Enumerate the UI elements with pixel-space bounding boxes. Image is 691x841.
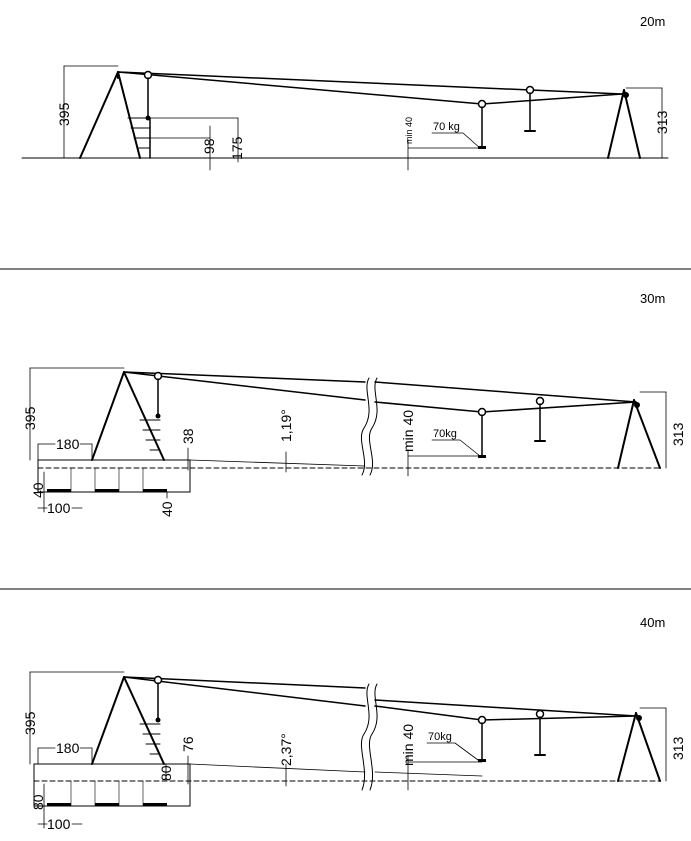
sag-cable [118, 72, 622, 104]
svg-text:70kg: 70kg [433, 428, 457, 440]
svg-text:180: 180 [56, 740, 80, 756]
svg-text:395: 395 [22, 711, 38, 735]
end-tower [608, 90, 640, 158]
panel-40m [22, 615, 686, 832]
load-label [432, 428, 480, 456]
dim-min-clearance [400, 410, 482, 476]
svg-text:min 40: min 40 [400, 723, 416, 766]
trolley-loaded [478, 717, 486, 763]
length-label: 30m [640, 291, 666, 306]
foundation-blocks [47, 468, 167, 492]
panel-30m [22, 291, 686, 517]
upper-cable [118, 72, 622, 94]
svg-text:100: 100 [47, 500, 71, 516]
svg-text:80: 80 [30, 794, 46, 810]
svg-text:2,37°: 2,37° [278, 733, 294, 766]
length-label: 20m [640, 14, 666, 29]
dim-platform-offset [38, 500, 82, 516]
length-label: 40m [640, 615, 666, 630]
svg-text:98: 98 [201, 138, 217, 154]
trolley-empty [525, 87, 535, 132]
svg-text:313: 313 [654, 110, 670, 134]
trolley-start [145, 72, 152, 121]
svg-text:40: 40 [30, 482, 46, 498]
svg-text:38: 38 [180, 428, 196, 444]
svg-text:395: 395 [22, 406, 38, 430]
svg-text:100: 100 [47, 816, 71, 832]
trolley-loaded [478, 101, 486, 150]
start-tower [80, 72, 150, 158]
svg-text:395: 395 [56, 102, 72, 126]
end-tower [618, 713, 660, 781]
trolley-empty [535, 711, 545, 756]
svg-text:80: 80 [158, 765, 174, 781]
svg-text:1,19°: 1,19° [278, 409, 294, 442]
trolley-start [155, 677, 162, 723]
dim-foundation-depth [30, 784, 46, 818]
svg-text:180: 180 [56, 436, 80, 452]
start-tower [92, 677, 164, 764]
dim-pad-depth [158, 764, 174, 781]
dim-platform-offset [38, 816, 82, 832]
dim-slope [278, 409, 294, 472]
svg-text:76: 76 [180, 736, 196, 752]
dim-raise-height [180, 736, 196, 784]
dim-raise-height [180, 428, 196, 470]
foundation-blocks [47, 781, 167, 806]
slope-line [190, 460, 365, 466]
dim-end-height [640, 392, 686, 468]
trolley-loaded [478, 409, 486, 459]
load-label [432, 121, 480, 148]
trolley-start [155, 373, 162, 419]
svg-text:313: 313 [670, 736, 686, 760]
dim-platform-heights [150, 118, 245, 170]
svg-text:175: 175 [229, 136, 245, 160]
svg-text:40: 40 [159, 501, 175, 517]
svg-text:min 40: min 40 [400, 409, 416, 452]
svg-text:70kg: 70kg [428, 731, 452, 743]
dim-pad-depth [159, 492, 175, 517]
panel-20m [22, 14, 670, 170]
svg-text:min 40: min 40 [404, 116, 414, 144]
svg-text:313: 313 [670, 422, 686, 446]
dim-platform-length [38, 436, 92, 460]
start-tower [92, 372, 164, 460]
trolley-empty [535, 398, 545, 442]
dim-platform-length [38, 740, 92, 764]
end-tower [618, 400, 660, 468]
dim-slope [278, 733, 294, 786]
load-label [427, 731, 478, 760]
break-mark [361, 378, 377, 475]
svg-text:70 kg: 70 kg [433, 121, 460, 133]
